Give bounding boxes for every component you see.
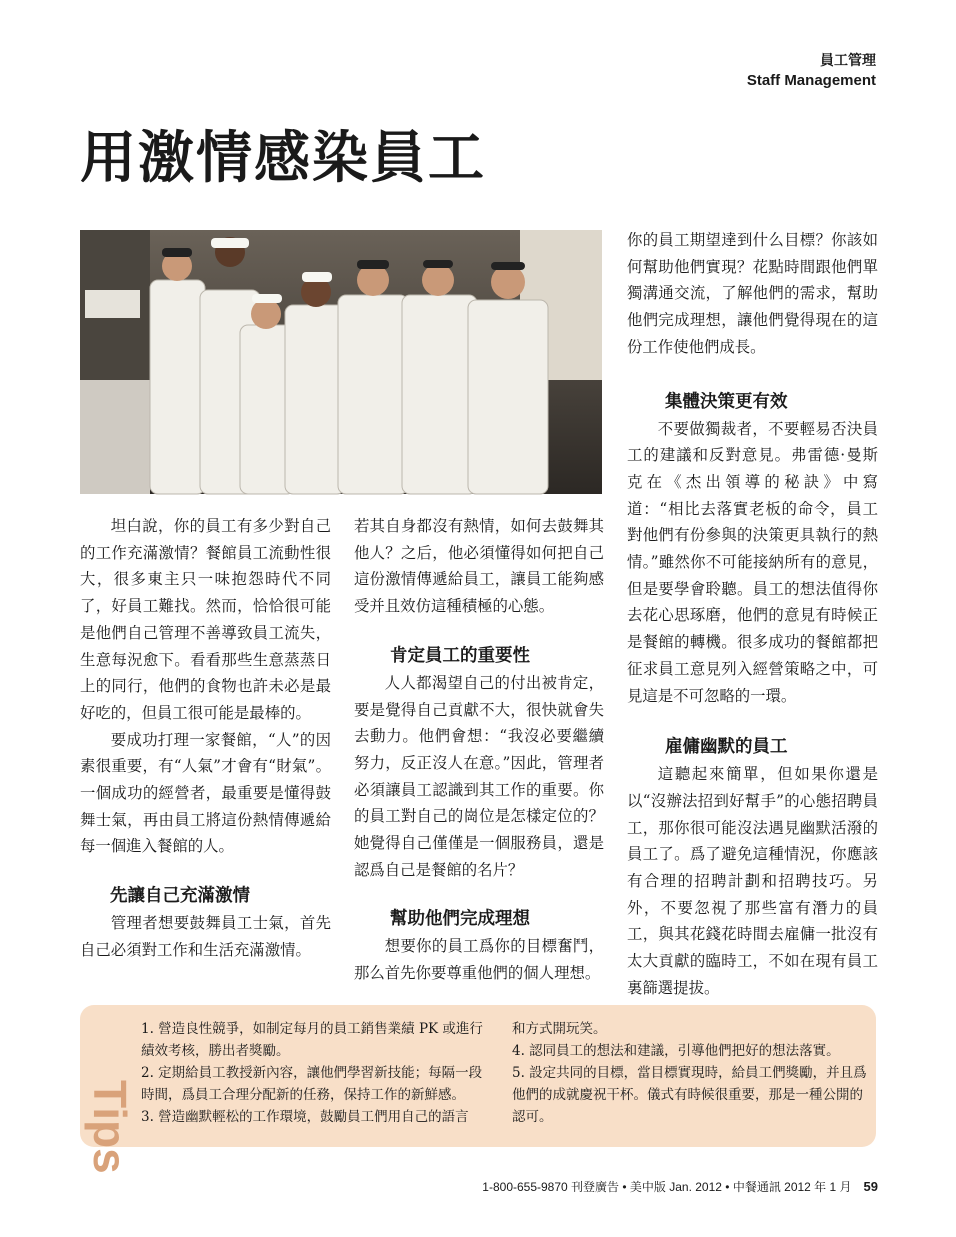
column-2 bbox=[354, 513, 604, 987]
paragraph: 不要做獨裁者，不要輕易否決員工的建議和反對意見。弗雷德·曼斯克在《杰出領導的秘訣》中寫道：“相比去落實老板的命令，員工對他們有份參與的決策更具執行的熱情。”雖然你不可能接納所有的意見，但是要學會聆聽。員工的想法值得你去花心思琢磨，他們的意見有時候正是餐館的轉機。很多成功的餐館都把征求員工意見列入經營策略之中，可見這是不可忽略的一環。 bbox=[627, 419, 878, 705]
paragraph: 管理者想要鼓舞員工士氣，首先自己必須對工作和生活充滿激情。 bbox=[80, 914, 331, 959]
page-number: 59 bbox=[863, 1179, 878, 1194]
tip-item: 2. 定期給員工教授新內容，讓他們學習新技能；每隔一段時間，爲員工合理分配新的任務，保持工作的新鮮感。 bbox=[141, 1065, 483, 1103]
paragraph: 坦白說，你的員工有多少對自己的工作充滿激情？餐館員工流動性很大，很多東主只一味抱怨時代不同了，好員工難找。然而，恰恰很可能是他們自己管理不善導致員工流失，生意每況愈下。看看那些生意蒸蒸日上的同行，他們的食物也許未必是最好吃的，但員工很可能是最棒的。 bbox=[80, 517, 331, 722]
column-3 bbox=[627, 227, 878, 1002]
article-title: 用激情感染員工 bbox=[80, 125, 486, 191]
paragraph: 若其自身都沒有熱情，如何去鼓舞其他人？之后，他必須懂得如何把自己這份激情傳遞給員工，讓員工能夠感受并且效仿這種積極的心態。 bbox=[354, 517, 604, 616]
tips-text: Tips bbox=[84, 1080, 136, 1174]
chef-team-photo bbox=[80, 230, 602, 494]
section-category: 員工管理 bbox=[820, 53, 876, 69]
section-subtitle: Staff Management bbox=[746, 72, 876, 89]
paragraph: 人人都渴望自己的付出被肯定，要是覺得自己貢獻不大，很快就會失去動力。他們會想：“我沒必要繼續努力，反正沒人在意。”因此，管理者必須讓員工認識到其工作的重要。你的員工對自己的崗位是怎樣定位的？她覺得自己僅僅是一個服務員，還是認爲自己是餐館的名片？ bbox=[354, 673, 604, 879]
subheading: 雇傭幽默的員工 bbox=[665, 737, 788, 758]
tip-item: 和方式開玩笑。 bbox=[512, 1021, 607, 1037]
paragraph: 要成功打理一家餐館，“人”的因素很重要，有“人氣”才會有“財氣”。一個成功的經營者，最重要是懂得鼓舞士氣，再由員工將這份熱情傳遞給每一個進入餐館的人。 bbox=[80, 730, 331, 856]
footer-text: 1-800-655-9870 刊登廣告 • 美中版 Jan. 2012 • 中餐通訊 2012 年 1 月 bbox=[482, 1180, 852, 1194]
paragraph: 你的員工期望達到什么目標？你該如何幫助他們實現？花點時間跟他們單獨溝通交流，了解他們的需求，幫助他們完成理想，讓他們覺得現在的這份工作使他們成長。 bbox=[627, 231, 878, 356]
subheading: 肯定員工的重要性 bbox=[390, 645, 530, 666]
tip-item: 3. 營造幽默輕松的工作環境，鼓勵員工們用自己的語言 bbox=[141, 1109, 469, 1125]
subheading: 先讓自己充滿激情 bbox=[110, 886, 250, 907]
subheading: 幫助他們完成理想 bbox=[390, 909, 530, 930]
tips-label bbox=[84, 1018, 138, 1174]
tip-item: 4. 認同員工的想法和建議，引導他們把好的想法落實。 bbox=[512, 1043, 840, 1059]
subheading: 集體決策更有效 bbox=[665, 391, 788, 412]
paragraph: 想要你的員工爲你的目標奮鬥，那么首先你要尊重他們的個人理想。 bbox=[354, 937, 604, 983]
column-1 bbox=[80, 513, 331, 964]
page-footer bbox=[482, 1178, 878, 1195]
tip-item: 5. 設定共同的目標，當目標實現時，給員工們獎勵，并且爲他們的成就慶祝干杯。儀式有時候很重要，那是一種公開的認可。 bbox=[512, 1065, 867, 1125]
tip-item: 1. 營造良性競爭，如制定每月的員工銷售業績 PK 或進行績效考核，勝出者獎勵。 bbox=[141, 1021, 483, 1059]
tips-list-right bbox=[512, 1018, 868, 1128]
paragraph: 這聽起來簡單，但如果你還是以“沒辦法招到好幫手”的心態招聘員工，那你很可能沒法遇見幽默活潑的員工了。爲了避免這種情況，你應該有合理的招聘計劃和招聘技巧。另外，不要忽視了那些富有潛力的員工，與其花錢花時間去雇傭一批沒有太大貢獻的臨時工，不如在現有員工裏篩選提拔。 bbox=[627, 765, 878, 997]
tips-list-left bbox=[141, 1018, 493, 1128]
